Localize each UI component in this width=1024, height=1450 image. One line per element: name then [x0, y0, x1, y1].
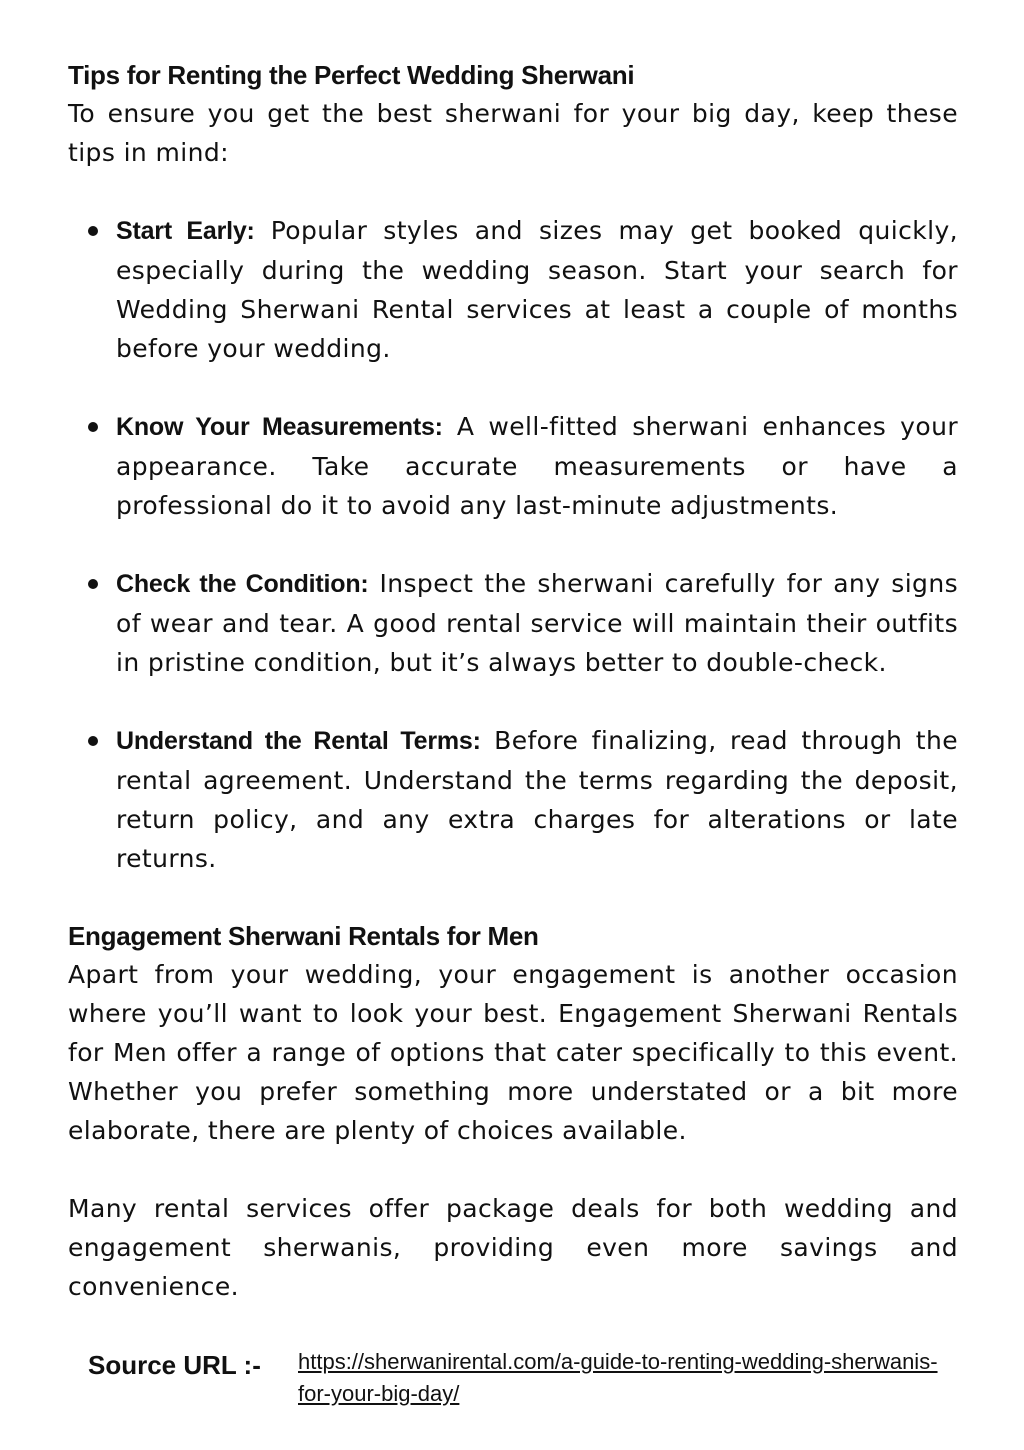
paragraph-spacer — [68, 1150, 958, 1189]
bullet-icon — [88, 736, 98, 746]
bullet-icon — [88, 226, 98, 236]
package-deals-paragraph: Many rental services offer package deals for both wedding and engagement sherwanis, providing even more savings and convenience. — [68, 1194, 958, 1301]
source-label: Source URL :- — [88, 1350, 261, 1380]
list-item — [68, 564, 958, 682]
list-item — [68, 211, 958, 368]
bullet-icon — [88, 422, 98, 432]
tip-text: Before finalizing, read through the rental agreement. Understand the terms regarding the deposit, return policy, and any extra charges for alterations or late returns. — [116, 726, 958, 873]
tips-list — [68, 211, 958, 878]
tip-term: Start Early: — [116, 217, 255, 245]
bullet-icon — [88, 579, 98, 589]
list-item — [68, 407, 958, 525]
source-url-link[interactable]: https://sherwanirental.com/a-guide-to-renting-wedding-sherwanis-for-your-big-day/ — [298, 1349, 938, 1406]
list-item — [68, 721, 958, 878]
tip-text: A well-fitted sherwani enhances your appearance. Take accurate measurements or have a professional do it to avoid any last-minute adjustments. — [116, 412, 958, 520]
tip-text: Inspect the sherwani carefully for any signs of wear and tear. A good rental service will maintain their outfits in pristine condition, but it’s always better to double-check. — [116, 569, 958, 677]
section-heading-engagement: Engagement Sherwani Rentals for Men — [68, 921, 539, 951]
tip-term: Know Your Measurements: — [116, 413, 443, 441]
tip-text: Popular styles and sizes may get booked quickly, especially during the wedding season. Start your search for Wedding Sherwani Rental services at least a couple of months before your wedding. — [116, 216, 958, 363]
section-heading-tips: Tips for Renting the Perfect Wedding Sherwani — [68, 60, 635, 90]
tip-term: Understand the Rental Terms: — [116, 727, 481, 755]
document-page — [68, 56, 958, 1306]
tip-term: Check the Condition: — [116, 570, 369, 598]
engagement-paragraph: Apart from your wedding, your engagement is another occasion where you’ll want to look your best. Engagement Sherwani Rentals for Men offer a range of options that cater specifically to this event. Whether you prefer something more understated or a bit more elaborate, there are plenty of choices available. — [68, 960, 958, 1145]
tips-intro-paragraph: To ensure you get the best sherwani for your big day, keep these tips in mind: — [68, 99, 958, 167]
